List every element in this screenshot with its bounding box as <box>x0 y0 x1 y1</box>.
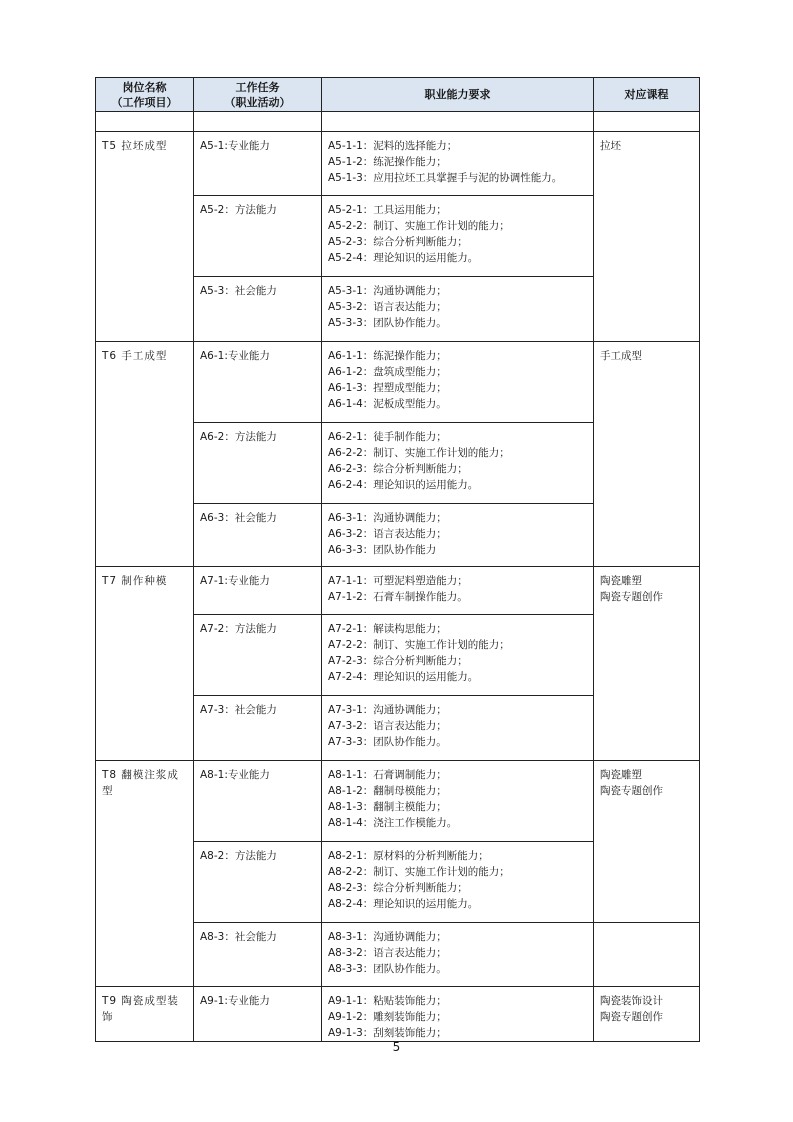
requirements-cell <box>322 342 594 423</box>
task-cell: A7-2：方法能力 <box>194 615 322 696</box>
course-cell <box>594 342 700 567</box>
requirement-item: A5-3-3：团队协作能力。 <box>328 317 447 329</box>
spacer-cell <box>96 112 194 132</box>
course-cell <box>594 132 700 342</box>
job-cell: T9 陶瓷成型装饰 <box>96 987 194 1042</box>
requirement-item: A5-1-2：练泥操作能力； <box>328 156 447 168</box>
table-row <box>96 342 700 423</box>
requirement-item: A5-2-2：制订、实施工作计划的能力； <box>328 220 510 232</box>
header-job-subtitle: （工作项目） <box>111 95 178 109</box>
requirement-item: A8-2-2：制订、实施工作计划的能力； <box>328 866 510 878</box>
task-cell: A7-1:专业能力 <box>194 567 322 615</box>
header-course: 对应课程 <box>594 78 700 112</box>
table-row <box>96 132 700 196</box>
requirement-item: A6-1-2：盘筑成型能力； <box>328 366 447 378</box>
requirement-item: A8-2-4：理论知识的运用能力。 <box>328 898 479 910</box>
requirement-item: A6-3-1：沟通协调能力； <box>328 512 447 524</box>
spacer-cell <box>594 112 700 132</box>
requirement-item: A5-3-2：语言表达能力； <box>328 301 447 313</box>
requirements-cell <box>322 504 594 567</box>
requirement-item: A5-3-1：沟通协调能力； <box>328 285 447 297</box>
table-row <box>96 567 700 615</box>
requirement-item: A7-3-2：语言表达能力； <box>328 720 447 732</box>
requirement-item: A5-2-1：工具运用能力； <box>328 204 447 216</box>
header-task-subtitle: （职业活动） <box>224 95 291 109</box>
task-cell: A7-3：社会能力 <box>194 696 322 761</box>
task-cell: A8-1:专业能力 <box>194 761 322 842</box>
job-cell: T5 拉坯成型 <box>96 132 194 342</box>
table-row <box>96 987 700 1042</box>
task-cell: A6-1:专业能力 <box>194 342 322 423</box>
header-job-title: 岗位名称 <box>122 80 167 94</box>
task-cell: A8-2：方法能力 <box>194 842 322 923</box>
spacer-cell <box>194 112 322 132</box>
task-cell: A5-2：方法能力 <box>194 196 322 277</box>
requirement-item: A6-1-1：练泥操作能力； <box>328 350 447 362</box>
task-cell: A5-3：社会能力 <box>194 277 322 342</box>
requirement-item: A6-2-2：制订、实施工作计划的能力； <box>328 447 510 459</box>
requirement-item: A6-3-2：语言表达能力； <box>328 528 447 540</box>
requirement-item: A8-1-3：翻制主模能力； <box>328 801 447 813</box>
requirement-item: A7-3-1：沟通协调能力； <box>328 704 447 716</box>
requirement-item: A7-1-1：可塑泥料塑造能力； <box>328 575 468 587</box>
requirement-item: A7-2-4：理论知识的运用能力。 <box>328 671 479 683</box>
course-item: 陶瓷专题创作 <box>600 591 663 603</box>
requirement-item: A5-1-3：应用拉坯工具掌握手与泥的协调性能力。 <box>328 172 563 184</box>
requirements-cell <box>322 277 594 342</box>
course-cell <box>594 567 700 761</box>
requirement-item: A6-1-4：泥板成型能力。 <box>328 398 447 410</box>
course-item: 陶瓷专题创作 <box>600 785 663 797</box>
requirements-cell <box>322 615 594 696</box>
requirements-cell <box>322 196 594 277</box>
task-cell: A9-1:专业能力 <box>194 987 322 1042</box>
header-job <box>96 78 194 112</box>
requirements-cell <box>322 423 594 504</box>
course-item: 陶瓷专题创作 <box>600 1011 663 1023</box>
requirement-item: A7-3-3：团队协作能力。 <box>328 736 447 748</box>
requirement-item: A9-1-2：雕刻装饰能力； <box>328 1011 447 1023</box>
header-task-title: 工作任务 <box>235 80 280 94</box>
requirements-cell <box>322 132 594 196</box>
requirement-item: A7-2-3：综合分析判断能力； <box>328 655 468 667</box>
task-cell: A8-3：社会能力 <box>194 923 322 987</box>
course-item: 拉坯 <box>600 140 621 152</box>
task-cell: A6-3：社会能力 <box>194 504 322 567</box>
requirement-item: A6-2-4：理论知识的运用能力。 <box>328 479 479 491</box>
requirement-item: A8-1-1：石膏调制能力； <box>328 769 447 781</box>
course-cell <box>594 987 700 1042</box>
header-task <box>194 78 322 112</box>
requirement-item: A9-1-3：刮刻装饰能力； <box>328 1027 447 1039</box>
requirements-cell <box>322 696 594 761</box>
requirement-item: A6-2-1：徒手制作能力； <box>328 431 447 443</box>
requirement-item: A5-1-1：泥料的选择能力； <box>328 140 458 152</box>
requirement-item: A6-3-3：团队协作能力 <box>328 544 437 556</box>
requirements-cell <box>322 761 594 842</box>
task-cell: A5-1:专业能力 <box>194 132 322 196</box>
requirement-item: A8-3-2：语言表达能力； <box>328 947 447 959</box>
table-row <box>96 761 700 842</box>
course-cell-empty <box>594 923 700 987</box>
header-requirements: 职业能力要求 <box>322 78 594 112</box>
course-item: 手工成型 <box>600 350 642 362</box>
requirement-item: A6-1-3：捏塑成型能力； <box>328 382 447 394</box>
requirement-item: A8-3-3：团队协作能力。 <box>328 963 447 975</box>
job-cell: T6 手工成型 <box>96 342 194 567</box>
requirement-item: A8-1-2：翻制母模能力； <box>328 785 447 797</box>
requirement-item: A9-1-1：粘贴装饰能力； <box>328 995 447 1007</box>
requirement-item: A8-3-1：沟通协调能力； <box>328 931 447 943</box>
course-item: 陶瓷雕塑 <box>600 769 642 781</box>
requirement-item: A5-2-3：综合分析判断能力； <box>328 236 468 248</box>
requirement-item: A7-2-1：解读构思能力； <box>328 623 447 635</box>
table-header-row <box>96 78 700 112</box>
requirement-item: A8-1-4：浇注工作模能力。 <box>328 817 458 829</box>
requirement-item: A7-1-2：石膏车制操作能力。 <box>328 591 468 603</box>
competency-table <box>95 77 700 1042</box>
requirement-item: A8-2-1：原材料的分析判断能力； <box>328 850 489 862</box>
requirements-cell <box>322 567 594 615</box>
requirements-cell <box>322 842 594 923</box>
requirements-cell <box>322 987 594 1042</box>
page-number: 5 <box>392 1040 401 1054</box>
requirement-item: A8-2-3：综合分析判断能力； <box>328 882 468 894</box>
job-cell: T7 制作种模 <box>96 567 194 761</box>
requirement-item: A7-2-2：制订、实施工作计划的能力； <box>328 639 510 651</box>
requirement-item: A5-2-4：理论知识的运用能力。 <box>328 252 479 264</box>
job-cell: T8 翻模注浆成型 <box>96 761 194 987</box>
course-cell <box>594 761 700 923</box>
course-item: 陶瓷装饰设计 <box>600 995 663 1007</box>
task-cell: A6-2：方法能力 <box>194 423 322 504</box>
requirements-cell <box>322 923 594 987</box>
requirement-item: A6-2-3：综合分析判断能力； <box>328 463 468 475</box>
spacer-row <box>96 112 700 132</box>
spacer-cell <box>322 112 594 132</box>
course-item: 陶瓷雕塑 <box>600 575 642 587</box>
